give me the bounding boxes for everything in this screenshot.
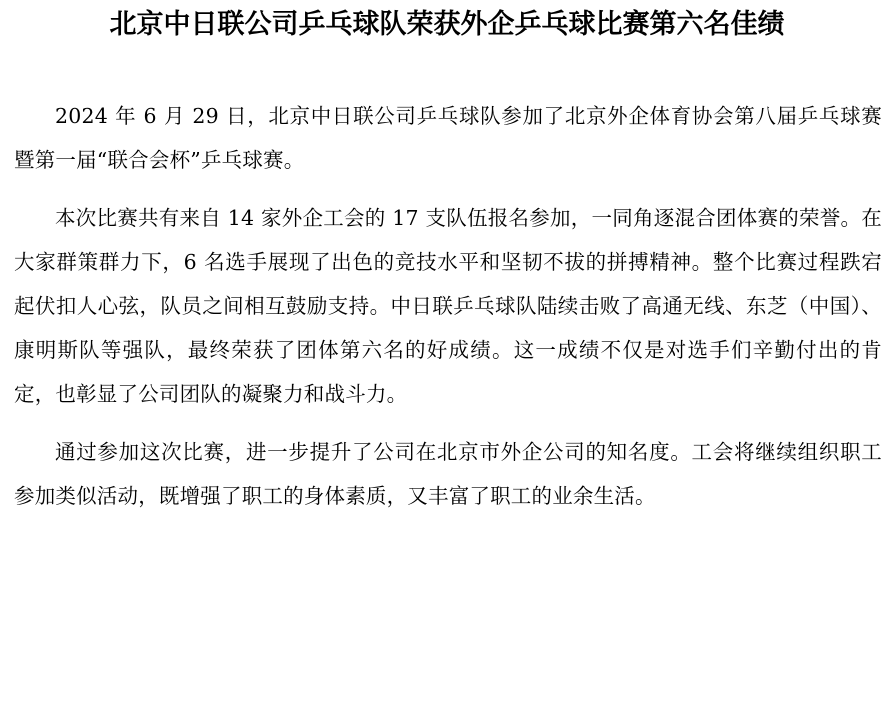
page-title: 北京中日联公司乒乓球队荣获外企乒乓球比赛第六名佳绩 (109, 9, 785, 40)
document-page (0, 8, 894, 713)
paragraph-3: 通过参加这次比赛，进一步提升了公司在北京市外企公司的知名度。工会将继续组织职工参加类似活动，既增强了职工的身体素质，又丰富了职工的业余生活。 (14, 440, 882, 508)
paragraph-2: 本次比赛共有来自 14 家外企工会的 17 支队伍报名参加，一同角逐混合团体赛的荣誉。在大家群策群力下，6 名选手展现了出色的竞技水平和坚韧不拔的拼搏精神。整个比赛过程跌宕起伏扣人心弦，队员之间相互鼓励支持。中日联乒乓球队陆续击败了高通无线、东芝（中国）、康明斯队等强队，最终荣获了团体第六名的好成绩。这一成绩不仅是对选手们辛勤付出的肯定，也彰显了公司团队的凝聚力和战斗力。 (14, 206, 882, 406)
paragraph-1: 2024 年 6 月 29 日，北京中日联公司乒乓球队参加了北京外企体育协会第八届乒乓球赛暨第一届“联合会杯”乒乓球赛。 (14, 104, 882, 172)
document-body (8, 94, 886, 518)
